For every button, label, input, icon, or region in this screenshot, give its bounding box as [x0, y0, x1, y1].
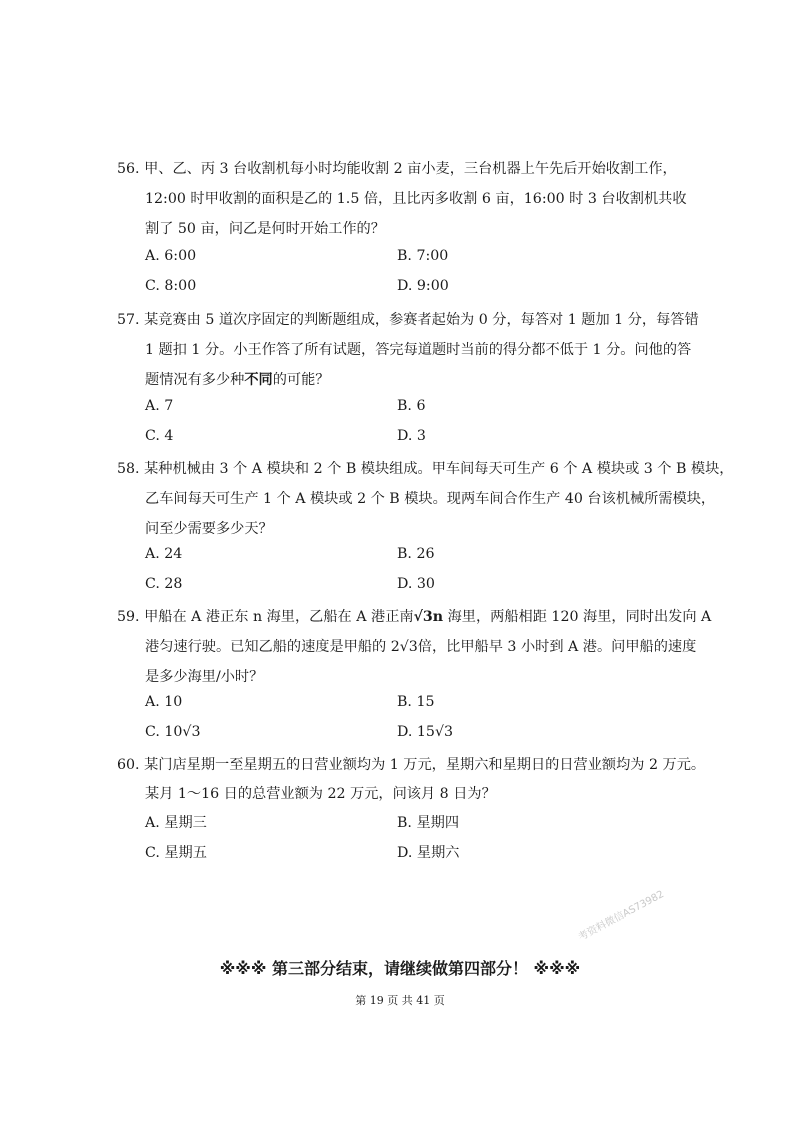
- question-text: [145, 369, 725, 389]
- question-text: 1 题扣 1 分。小王作答了所有试题，答完每道题时当前的得分都不低于 1 分。问他的答: [145, 342, 692, 358]
- question-text: [117, 606, 712, 626]
- question-text: 58. 某种机械由 3 个 A 模块和 2 个 B 模块组成。甲车间每天可生产 6 个 A 模块或 3 个 B 模块，: [117, 461, 734, 477]
- option-a[interactable]: A. 10: [145, 694, 183, 710]
- section-end-notice: ※※※ 第三部分结束，请继续做第四部分！ ※※※: [219, 959, 581, 978]
- question-text: 某月 1～16 日的总营业额为 22 万元，问该月 8 日为？: [145, 786, 496, 802]
- question-text-part: 倍，比甲船早 3 小时到 A 港。问甲船的速度: [417, 639, 697, 655]
- option-d[interactable]: D. 星期六: [397, 845, 460, 861]
- question-text-part: 59. 甲船在 A 港正东 n 海里，乙船在 A 港正南: [117, 609, 414, 625]
- option-d[interactable]: D. 9:00: [397, 278, 449, 294]
- question-text-part: 的可能？: [272, 372, 330, 388]
- option-d[interactable]: D. 3: [397, 428, 426, 444]
- question-text: 60. 某门店星期一至星期五的日营业额均为 1 万元，星期六和星期日的日营业额均为 2 万元。: [117, 757, 706, 773]
- question-text: [145, 636, 725, 656]
- question-text: 56. 甲、乙、丙 3 台收割机每小时均能收割 2 亩小麦，三台机器上午先后开始收割工作，: [117, 161, 677, 177]
- watermark: 考资料微信AS73982: [576, 888, 666, 944]
- question-text: 是多少海里/小时？: [145, 669, 264, 685]
- radical-expression: 2√3: [390, 639, 418, 655]
- option-a[interactable]: A. 星期三: [145, 815, 207, 831]
- option-b[interactable]: B. 15: [397, 694, 435, 710]
- option-c[interactable]: C. 星期五: [145, 845, 207, 861]
- question-text: 问至少需要多少天？: [145, 521, 273, 537]
- option-a[interactable]: A. 7: [145, 398, 174, 414]
- option-a[interactable]: A. 24: [145, 546, 183, 562]
- option-b[interactable]: B. 7:00: [397, 248, 449, 264]
- option-b[interactable]: B. 星期四: [397, 815, 460, 831]
- question-text: 12:00 时甲收割的面积是乙的 1.5 倍，且比丙多收割 6 亩，16:00 时 3 台收割机共收: [145, 191, 687, 207]
- question-text-part: 题情况有多少种: [145, 372, 245, 388]
- radical-expression: √3n: [413, 609, 444, 625]
- option-b[interactable]: B. 6: [397, 398, 426, 414]
- option-c[interactable]: C. 10√3: [145, 724, 201, 740]
- question-text: 57. 某竞赛由 5 道次序固定的判断题组成，参赛者起始为 0 分，每答对 1 题加 1 分，每答错: [117, 312, 699, 328]
- option-a[interactable]: A. 6:00: [145, 248, 197, 264]
- question-text-part: 港匀速行驶。已知乙船的速度是甲船的: [145, 639, 391, 655]
- option-c[interactable]: C. 4: [145, 428, 174, 444]
- option-c[interactable]: C. 28: [145, 576, 183, 592]
- option-b[interactable]: B. 26: [397, 546, 435, 562]
- option-c[interactable]: C. 8:00: [145, 278, 197, 294]
- question-text: 乙车间每天可生产 1 个 A 模块或 2 个 B 模块。现两车间合作生产 40 台该机械所需模块，: [145, 491, 716, 507]
- emphasis-text: 不同: [244, 372, 273, 388]
- question-text-part: 海里，两船相距 120 海里，同时出发向 A: [443, 609, 712, 625]
- option-d[interactable]: D. 30: [397, 576, 435, 592]
- question-text: 割了 50 亩，问乙是何时开始工作的？: [145, 221, 385, 237]
- page-number: 第 19 页 共 41 页: [355, 994, 445, 1007]
- option-d[interactable]: D. 15√3: [397, 724, 454, 740]
